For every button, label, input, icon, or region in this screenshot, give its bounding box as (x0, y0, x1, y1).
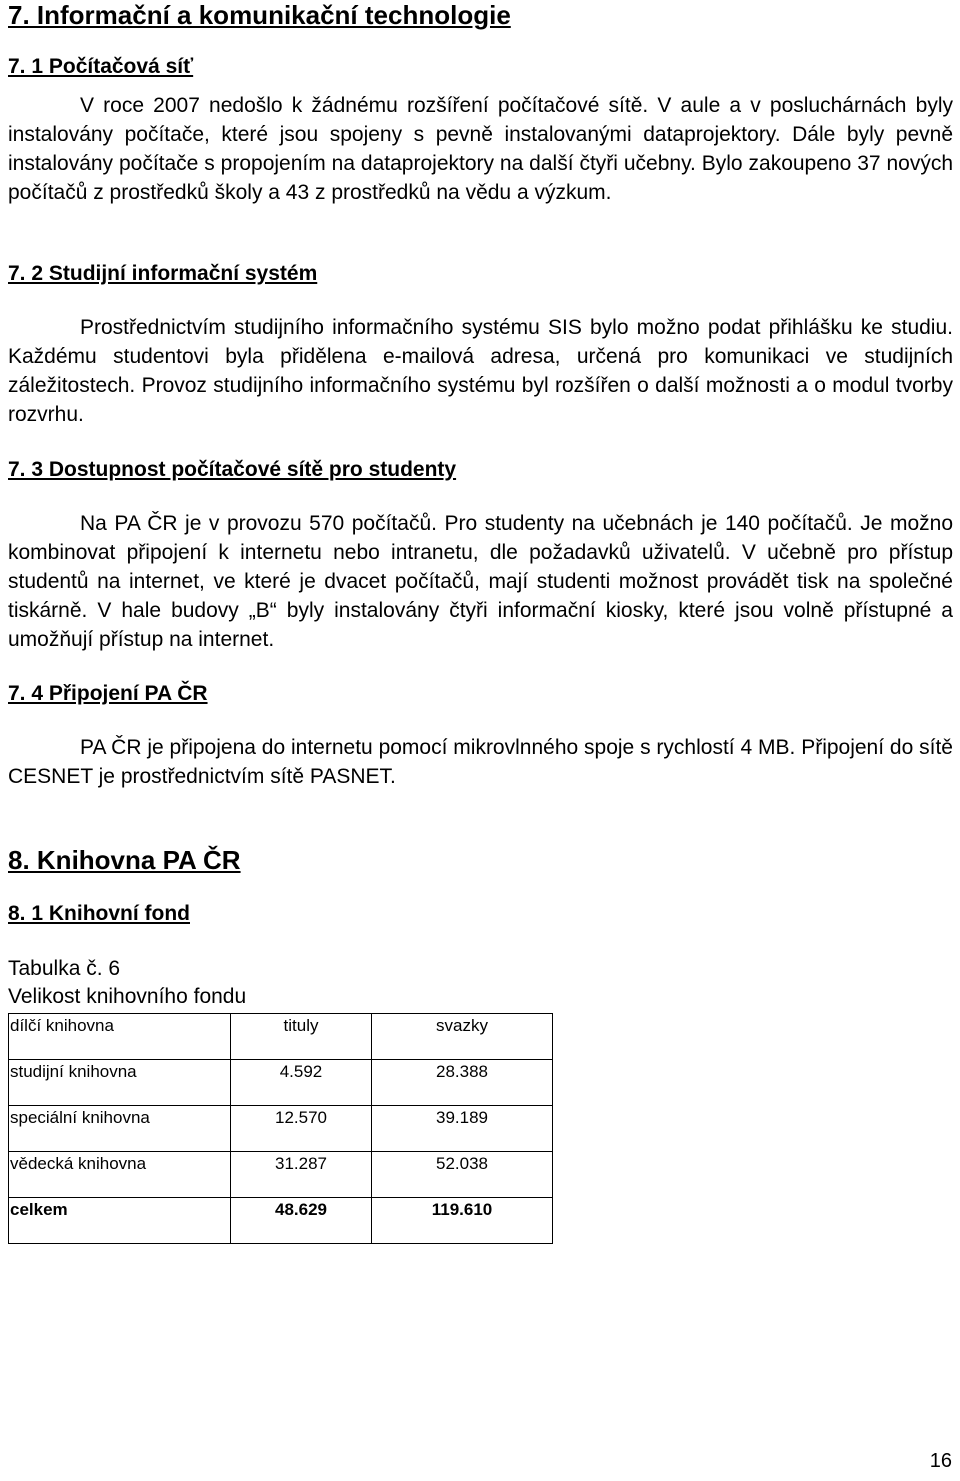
header-cell: tituly (231, 1014, 372, 1060)
section-7-2-text (8, 313, 953, 429)
library-fund-table (8, 1013, 553, 1244)
section-7-3-body: Na PA ČR je v provozu 570 počítačů. Pro studenty na učebnách je 140 počítačů. Je možno kombinovat připojení k internetu nebo intranetu, dle požadavků uživatelů. V učebně pro přístup studentů na internet, ve které je dvacet počítačů, mají studenti možnost provádět tisk na společné tiskárně. V hale budovy „B“ byly instalovány čtyři informační kiosky, které jsou volně přístupné a umožňují přístup na internet. (8, 512, 953, 651)
section-7-2-title: 7. 2 Studijní informační systém (8, 262, 318, 285)
table-cell: 52.038 (372, 1152, 553, 1198)
table-cell: 12.570 (231, 1106, 372, 1152)
section-7-1-text (8, 91, 953, 207)
section-7-4-title: 7. 4 Připojení PA ČR (8, 682, 208, 705)
table-row (9, 1060, 553, 1106)
table-cell: 28.388 (372, 1060, 553, 1106)
header-cell: svazky (372, 1014, 553, 1060)
table-cell: 119.610 (372, 1198, 553, 1244)
table-header-row (9, 1014, 553, 1060)
table-row (9, 1106, 553, 1152)
table-row (9, 1152, 553, 1198)
section-7-2-body: Prostřednictvím studijního informačního systému SIS bylo možno podat přihlášku ke studiu. Každému studentovi byla přidělena e-mailová adresa, určená pro komunikaci ve studijních záležitostech. Provoz studijního informačního systému byl rozšířen o další možnosti a o modul tvorby rozvrhu. (8, 316, 953, 426)
table-total-row (9, 1198, 553, 1244)
section-7-4-body: PA ČR je připojena do internetu pomocí mikrovlnného spoje s rychlostí 4 MB. Připojení do sítě CESNET je prostřednictvím sítě PASNET. (8, 736, 953, 788)
chapter-8-heading: 8. Knihovna PA ČR (8, 845, 241, 875)
section-7-1-body: V roce 2007 nedošlo k žádnému rozšíření počítačové sítě. V aule a v posluchárnách byly instalovány počítače, které jsou spojeny s pevně instalovanými dataprojektory. Dále byly pevně instalovány počítače s propojením na dataprojektory na další čtyři učebny. Bylo zakoupeno 37 nových počítačů z prostředků školy a 43 z prostředků na vědu a výzkum. (8, 94, 953, 204)
table-caption-number: Tabulka č. 6 (8, 957, 121, 980)
table-caption-title: Velikost knihovního fondu (8, 985, 247, 1008)
section-7-4-text (8, 733, 953, 791)
table-cell: studijní knihovna (9, 1060, 231, 1106)
page-number: 16 (929, 1450, 952, 1472)
chapter-7-heading: 7. Informační a komunikační technologie (8, 0, 511, 30)
section-7-3-text (8, 509, 953, 654)
header-cell: dílčí knihovna (9, 1014, 231, 1060)
table-cell: celkem (9, 1198, 231, 1244)
table-cell: vědecká knihovna (9, 1152, 231, 1198)
section-8-1-title: 8. 1 Knihovní fond (8, 902, 190, 925)
table-cell: 31.287 (231, 1152, 372, 1198)
table-cell: 48.629 (231, 1198, 372, 1244)
section-7-1-title: 7. 1 Počítačová síť (8, 55, 194, 78)
section-7-3-title: 7. 3 Dostupnost počítačové sítě pro studenty (8, 458, 457, 481)
table-cell: 4.592 (231, 1060, 372, 1106)
table-cell: 39.189 (372, 1106, 553, 1152)
table-cell: speciální knihovna (9, 1106, 231, 1152)
